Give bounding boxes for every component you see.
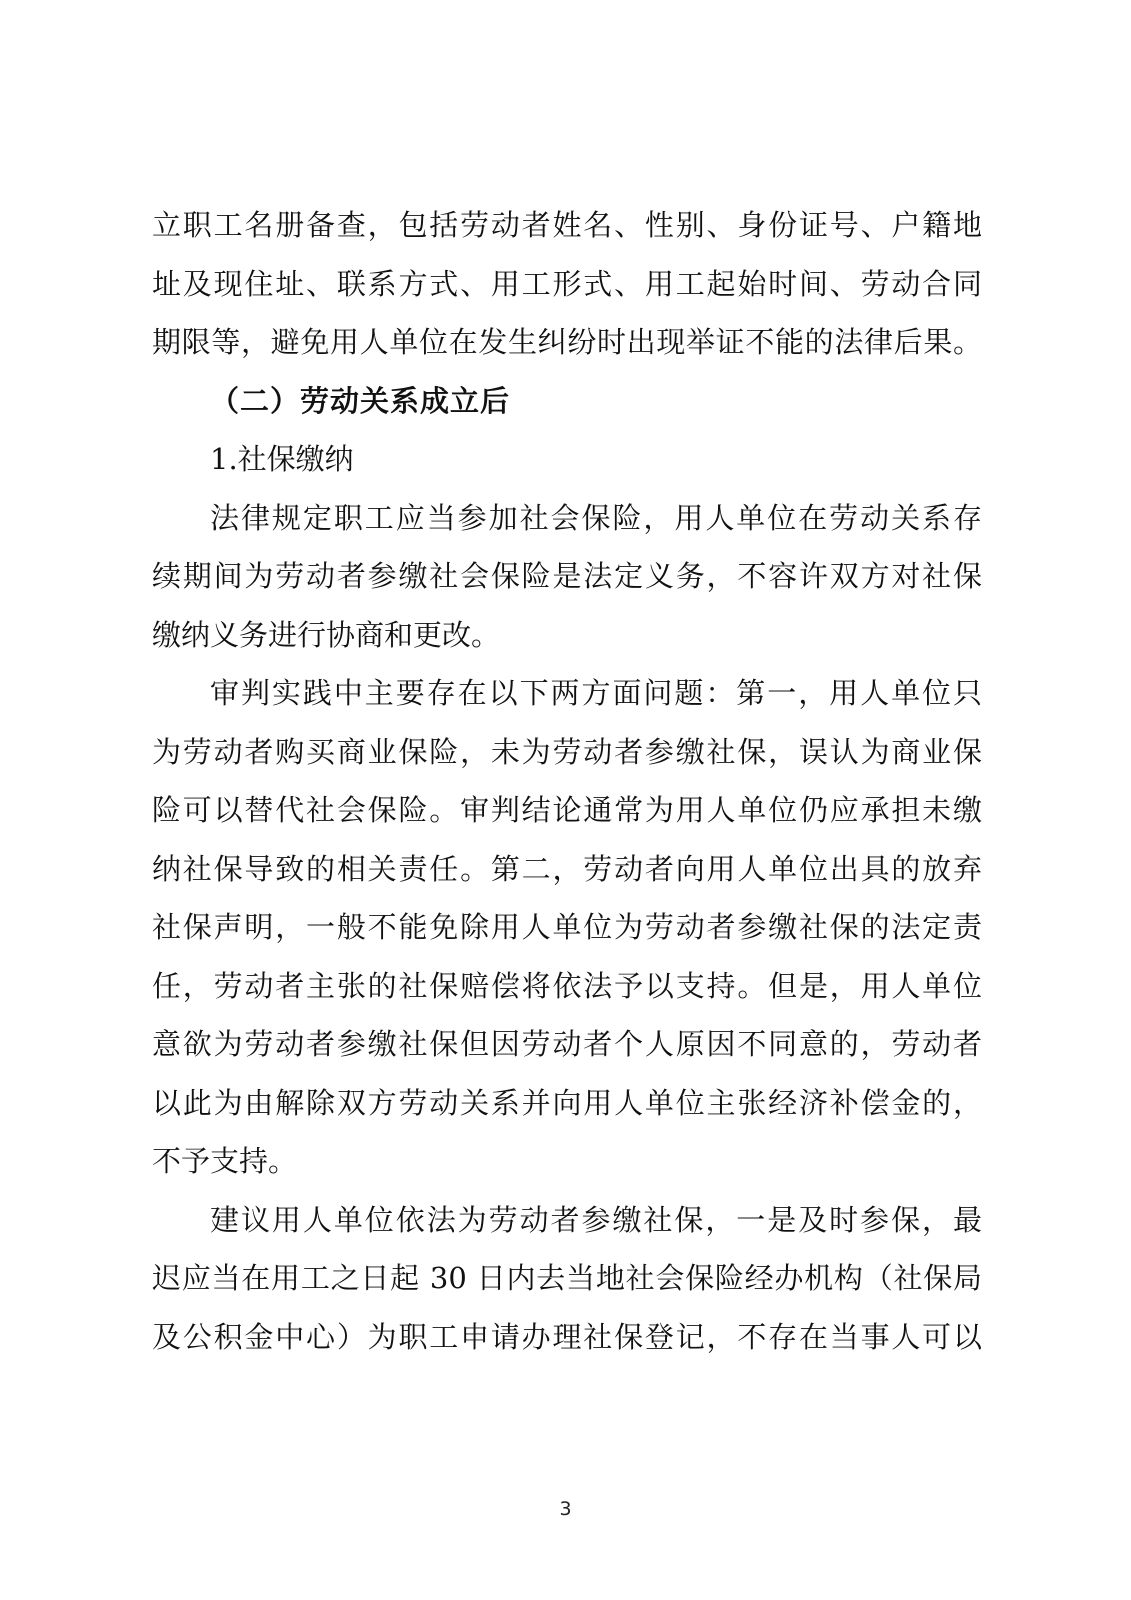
paragraph-line: 建议用人单位依法为劳动者参缴社保，一是及时参保，最 xyxy=(210,1202,982,1237)
paragraph-line: 审判实践中主要存在以下两方面问题：第一，用人单位只 xyxy=(210,676,982,710)
subsection-title: 1.社保缴纳 xyxy=(210,442,354,476)
paragraph-line: 及公积金中心）为职工申请办理社保登记，不存在当事人可以 xyxy=(152,1319,982,1354)
paragraph-line: 险可以替代社会保险。审判结论通常为用人单位仍应承担未缴 xyxy=(152,793,982,827)
paragraph-line: 立职工名册备查，包括劳动者姓名、性别、身份证号、户籍地 xyxy=(152,208,982,242)
paragraph-line: 社保声明，一般不能免除用人单位为劳动者参缴社保的法定责 xyxy=(152,910,982,944)
paragraph-line: 不予支持。 xyxy=(152,1144,298,1178)
paragraph-line: 续期间为劳动者参缴社会保险是法定义务，不容许双方对社保 xyxy=(152,559,982,593)
paragraph-line: 纳社保导致的相关责任。第二，劳动者向用人单位出具的放弃 xyxy=(152,851,982,886)
paragraph-line: 意欲为劳动者参缴社保但因劳动者个人原因不同意的，劳动者 xyxy=(152,1027,982,1061)
paragraph-line: 任，劳动者主张的社保赔偿将依法予以支持。但是，用人单位 xyxy=(152,968,982,1003)
section-heading: （二）劳动关系成立后 xyxy=(210,383,511,418)
paragraph-line: 以此为由解除双方劳动关系并向用人单位主张经济补偿金的， xyxy=(152,1085,982,1120)
paragraph-line: 迟应当在用工之日起 30 日内去当地社会保险经办机构（社保局 xyxy=(152,1261,982,1295)
paragraph-line: 为劳动者购买商业保险，未为劳动者参缴社保，误认为商业保 xyxy=(152,734,982,769)
paragraph-line: 址及现住址、联系方式、用工形式、用工起始时间、劳动合同 xyxy=(152,266,982,301)
body-text xyxy=(152,196,982,1366)
paragraph-line: 缴纳义务进行协商和更改。 xyxy=(152,617,501,652)
page-number: 3 xyxy=(559,1498,572,1520)
paragraph-line: 法律规定职工应当参加社会保险，用人单位在劳动关系存 xyxy=(210,500,982,535)
paragraph-line: 期限等，避免用人单位在发生纠纷时出现举证不能的法律后果。 xyxy=(152,325,982,359)
